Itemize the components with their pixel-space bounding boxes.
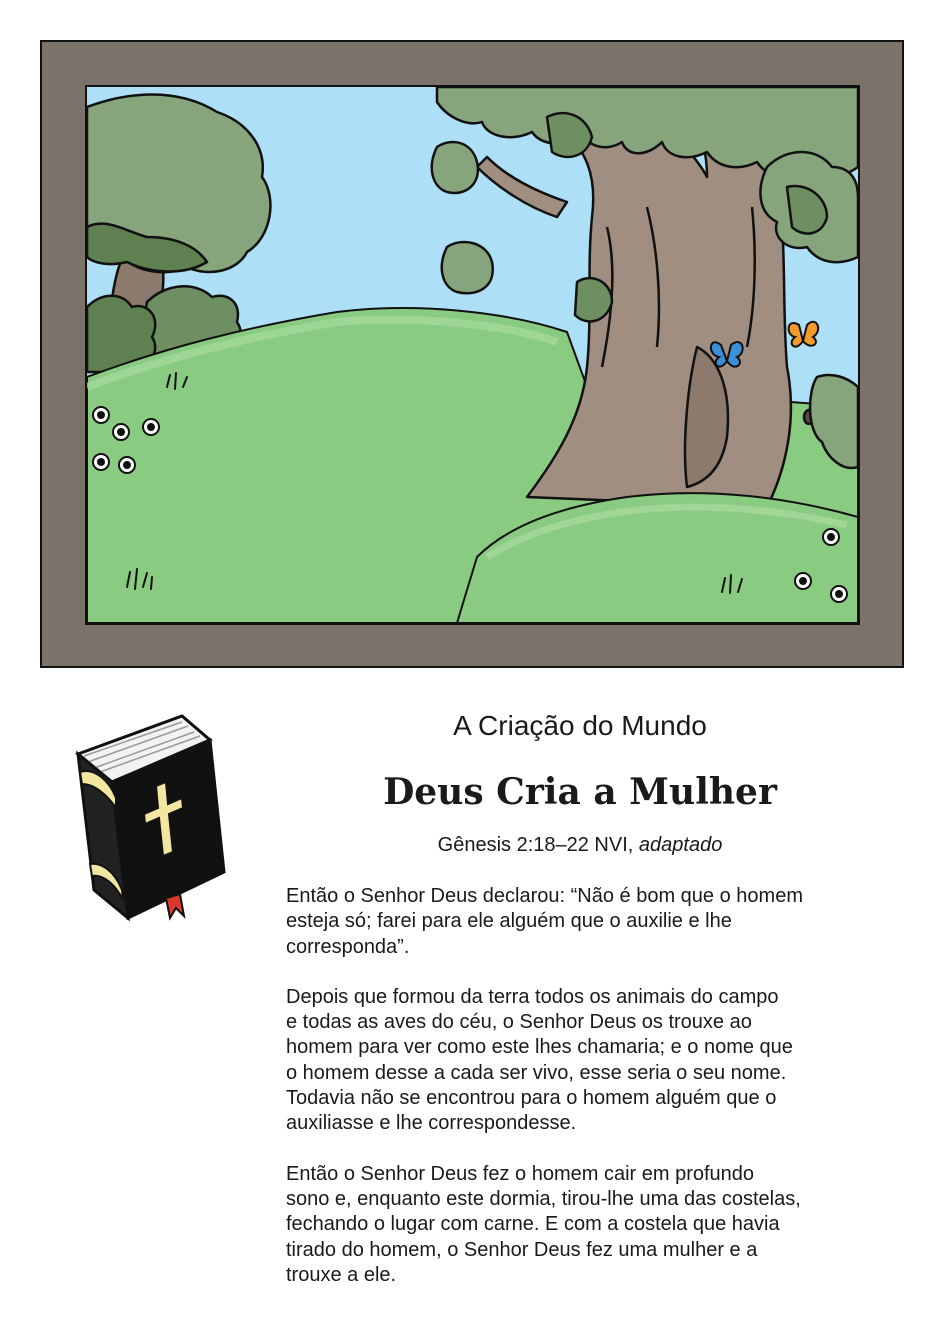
reference-note: adaptado (638, 834, 723, 856)
story-title: Deus Cria a Mulher (383, 771, 777, 813)
series-title: A Criação do Mundo (453, 710, 707, 741)
garden-illustration (85, 85, 860, 625)
paragraph: Então o Senhor Deus fez o homem cair em profundo sono e, enquanto este dormia, tirou-lhe uma das costelas, fechando o lugar com carne. E com a costela que havia tirado do homem, o Senhor Deus fez uma mulher e a trouxe a ele. (286, 1162, 801, 1286)
scripture-reference (330, 830, 830, 860)
bible-icon (70, 712, 230, 922)
paragraph: Depois que formou da terra todos os animais do campo e todas as aves do céu, o Senhor Deus os trouxe ao homem para ver como este lhes chamaria; e o nome que o homem desse a cada ser vivo, esse seria o seu nome. Todavia não se encontrou para o homem alguém que o auxiliasse e lhe correspondesse. (286, 985, 793, 1135)
reference-text: Gênesis 2:18–22 NVI, (437, 834, 634, 856)
story-body (286, 884, 886, 1313)
paragraph: Então o Senhor Deus declarou: “Não é bom que o homem esteja só; farei para ele alguém que o auxilie e lhe corresponda”. (286, 885, 803, 958)
